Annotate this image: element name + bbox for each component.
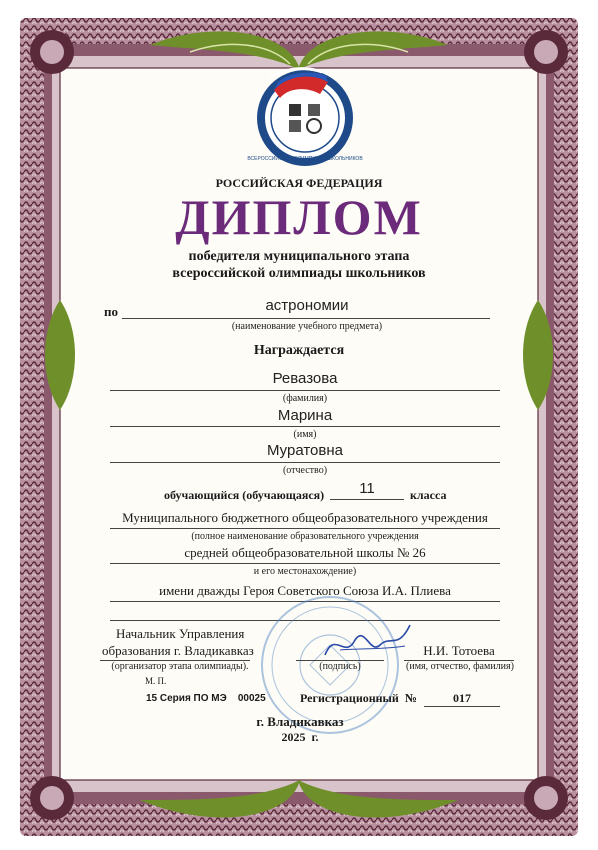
grade-prefix: обучающийся (обучающаяся): [164, 488, 325, 502]
emblem-ring-text: ВСЕРОССИЙСКАЯ ОЛИМПИАДА ШКОЛЬНИКОВ: [247, 156, 363, 162]
organizer-caption: (организатор этапа олимпиады).: [111, 661, 249, 672]
subject-value: астрономии: [265, 297, 349, 314]
patronymic-line: [110, 462, 500, 463]
subject-caption: (наименование учебного предмета): [231, 321, 383, 332]
name-line: [110, 426, 500, 427]
school-line3: имени дважды Героя Советского Союза И.А. Плиева: [159, 583, 451, 598]
school-line1: Муниципального бюджетного общеобразовательного учреждения: [122, 510, 488, 525]
awarded-heading: Награждается: [253, 343, 345, 358]
name-value: Марина: [277, 407, 333, 424]
school-caption1: (полное наименование образовательного учреждения: [191, 531, 419, 542]
grade-suffix: класса: [410, 488, 447, 502]
registration-label: Регистрационный №: [300, 691, 417, 705]
subject-line: [122, 318, 490, 319]
name-caption: (имя): [293, 429, 317, 440]
signature-caption: (подпись): [319, 661, 361, 672]
subtitle-line1: победителя муниципального этапа: [188, 249, 410, 264]
registration-rule: [424, 706, 500, 707]
footer-city: г. Владикавказ: [256, 714, 344, 729]
registration-series: 15 Серия ПО МЭ 00025: [146, 693, 266, 704]
organizer-line1: Начальник Управления: [116, 626, 245, 641]
subtitle-line2: всероссийской олимпиады школьников: [172, 266, 426, 281]
signer-caption: (имя, отчество, фамилия): [406, 661, 514, 672]
school-caption2: и его местонахождение): [253, 566, 357, 577]
patronymic-caption: (отчество): [282, 465, 328, 476]
surname-value: Ревазова: [272, 370, 338, 387]
grade-line: [330, 499, 404, 500]
registration-number: 017: [453, 691, 471, 705]
diploma-title: ДИПЛОМ: [175, 189, 423, 245]
footer-year: 2025 г.: [281, 730, 319, 744]
school-line1-rule: [110, 528, 500, 529]
olympiad-emblem: [247, 68, 363, 166]
school-line2-rule: [110, 563, 500, 564]
organizer-line2: образования г. Владикавказ: [102, 643, 254, 658]
surname-caption: (фамилия): [282, 393, 328, 404]
grade-value: 11: [359, 480, 375, 497]
country-heading: РОССИЙСКАЯ ФЕДЕРАЦИЯ: [215, 176, 383, 190]
stamp-place: М. П.: [145, 676, 167, 686]
school-line2: средней общеобразовательной школы № 26: [184, 545, 426, 560]
patronymic-value: Муратовна: [267, 442, 343, 459]
surname-line: [110, 390, 500, 391]
subject-prefix: по: [104, 304, 118, 319]
signer-name: Н.И. Тотоева: [423, 643, 495, 658]
